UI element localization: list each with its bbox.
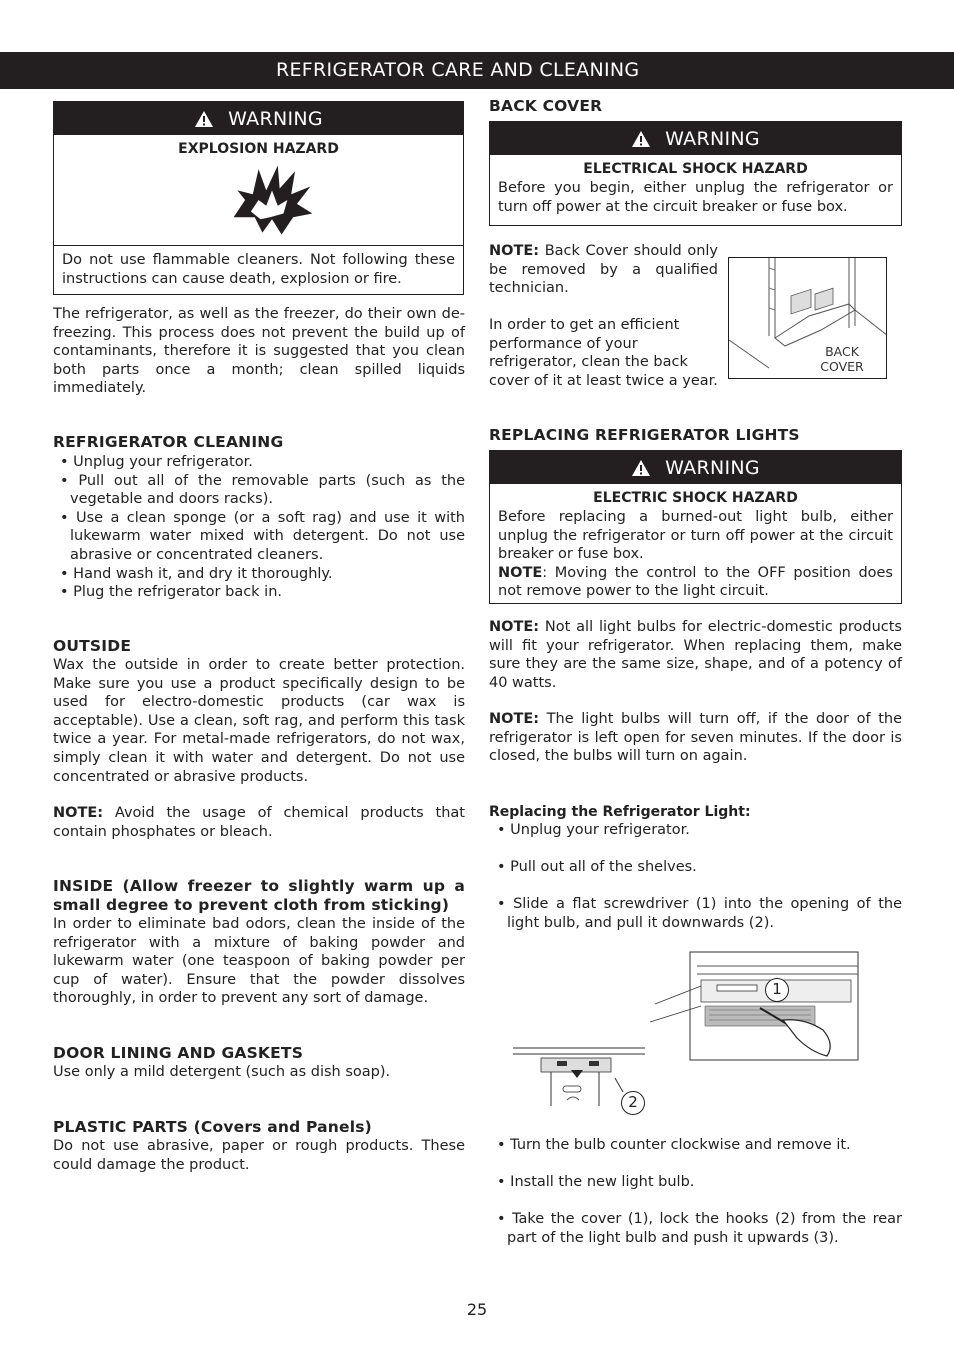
back-cover-text: In order to get an efficient performance of your refrigerator, clean the back cover of it at least twice a year. bbox=[489, 317, 718, 389]
warning-label: WARNING bbox=[665, 127, 760, 150]
list-item: • Take the cover (1), lock the hooks (2) from the rear part of the light bulb and push it upwards (3). bbox=[492, 1210, 902, 1247]
intro-paragraph: The refrigerator, as well as the freezer, do their own de-freezing. This process does not prevent the build up of contaminants, therefore it is suggested that you clean both parts once a month; clean spilled liquids immediately. bbox=[53, 306, 465, 397]
list-item: • Install the new light bulb. bbox=[492, 1173, 902, 1192]
list-item: • Plug the refrigerator back in. bbox=[55, 583, 465, 602]
note-text: The light bulbs will turn off, if the door of the refrigerator is left open for seven minutes. If the door is closed, the bulbs will turn on again. bbox=[489, 711, 902, 765]
plastic-parts-text: Do not use abrasive, paper or rough products. These could damage the product. bbox=[53, 1138, 465, 1173]
outside-text: Wax the outside in order to create better protection. Make sure you use a product specifically design to be used for electro-domestic products (car wax is acceptable). Use a clean, soft rag, and perform this task twice a year. For metal-made refrigerators, do not wax, simply clean it with water and detergent. Do not use concentrated or abrasive products. bbox=[53, 657, 465, 785]
warning-header bbox=[54, 102, 463, 135]
light-replacement-illustration bbox=[505, 948, 865, 1113]
inside-heading: INSIDE (Allow freezer to slightly warm up a small degree to prevent cloth from sticking) bbox=[53, 877, 465, 914]
list-item: • Slide a flat screwdriver (1) into the opening of the light bulb, and pull it downwards (2). bbox=[492, 895, 902, 932]
note-text: Not all light bulbs for electric-domestic products will fit your refrigerator. When replacing them, make sure they are the same size, shape, and of a potency of 40 watts. bbox=[489, 619, 902, 691]
list-item: • Unplug your refrigerator. bbox=[55, 453, 465, 472]
explosion-warning-text: Do not use flammable cleaners. Not following these instructions can cause death, explosion or fire. bbox=[62, 252, 455, 287]
list-item: • Pull out all of the shelves. bbox=[492, 858, 902, 877]
back-cover-heading: BACK COVER bbox=[489, 97, 603, 115]
warning-triangle-icon bbox=[631, 459, 651, 477]
note-text: Avoid the usage of chemical products that contain phosphates or bleach. bbox=[53, 805, 465, 840]
door-lining-text: Use only a mild detergent (such as dish soap). bbox=[53, 1064, 391, 1080]
list-item: • Pull out all of the removable parts (such as the vegetable and doors racks). bbox=[55, 472, 465, 509]
lights-note-1 bbox=[489, 618, 902, 692]
note-text: Back Cover should only be removed by a qualified technician. bbox=[489, 243, 718, 297]
back-cover-label: BACK COVER bbox=[820, 344, 864, 374]
lights-warning-box bbox=[489, 450, 902, 604]
page-title: REFRIGERATOR CARE AND CLEANING bbox=[276, 59, 640, 81]
outside-note bbox=[53, 804, 465, 841]
door-lining-heading: DOOR LINING AND GASKETS bbox=[53, 1044, 304, 1062]
warning-label: WARNING bbox=[665, 456, 760, 479]
electrical-shock-hazard-title: ELECTRICAL SHOCK HAZARD bbox=[583, 161, 808, 177]
light-steps-list-b bbox=[492, 1136, 902, 1248]
list-item: • Unplug your refrigerator. bbox=[492, 821, 902, 840]
warning-triangle-icon bbox=[631, 130, 651, 148]
outside-heading: OUTSIDE bbox=[53, 637, 132, 655]
note-label: NOTE: bbox=[489, 243, 540, 259]
note-label: NOTE bbox=[498, 564, 543, 581]
explosion-hazard-title: EXPLOSION HAZARD bbox=[178, 141, 339, 157]
warning-label: WARNING bbox=[228, 107, 323, 130]
replacing-lights-heading: REPLACING REFRIGERATOR LIGHTS bbox=[489, 426, 800, 444]
note-label: NOTE: bbox=[489, 711, 540, 727]
warning-triangle-icon bbox=[194, 110, 214, 128]
list-item: • Turn the bulb counter clockwise and remove it. bbox=[492, 1136, 902, 1155]
refrigerator-cleaning-heading: REFRIGERATOR CLEANING bbox=[53, 433, 284, 451]
note-label: NOTE: bbox=[53, 805, 104, 821]
note-label: NOTE: bbox=[489, 619, 540, 635]
note-text: : Moving the control to the OFF position does not remove power to the light circuit. bbox=[498, 564, 893, 599]
callout-2: 2 bbox=[621, 1091, 645, 1115]
page-title-banner bbox=[0, 52, 954, 89]
callout-1: 1 bbox=[765, 978, 789, 1002]
warning-header bbox=[490, 122, 901, 155]
plastic-parts-heading: PLASTIC PARTS (Covers and Panels) bbox=[53, 1118, 372, 1136]
back-cover-image bbox=[728, 257, 887, 379]
explosion-warning-box bbox=[53, 101, 464, 295]
electric-shock-hazard-title: ELECTRIC SHOCK HAZARD bbox=[593, 490, 798, 506]
explosion-icon bbox=[224, 160, 320, 240]
inside-text: In order to eliminate bad odors, clean the inside of the refrigerator with a mixture of baking powder and lukewarm water (one teaspoon of baking powder per cup of water). Ensure that the powder dissolves thoroughly, in order to prevent any sort of damage. bbox=[53, 916, 465, 1007]
light-diagram bbox=[505, 948, 865, 1113]
back-cover-warning-box bbox=[489, 121, 902, 226]
refrigerator-cleaning-list bbox=[55, 453, 465, 602]
warning-header bbox=[490, 451, 901, 484]
replacing-light-steps-heading: Replacing the Refrigerator Light: bbox=[489, 804, 751, 820]
list-item: • Use a clean sponge (or a soft rag) and use it with lukewarm water mixed with detergent. Do not use abrasive or concentrated cleaners. bbox=[55, 509, 465, 565]
back-cover-note bbox=[489, 242, 718, 298]
light-steps-list-a bbox=[492, 821, 902, 933]
lights-hazard-text: Before replacing a burned-out light bulb, either unplug the refrigerator or turn off power at the circuit breaker or fuse box. NOTE: Moving the control to the OFF position does not remove power to the light circuit. bbox=[498, 509, 893, 599]
lights-note-2 bbox=[489, 710, 902, 766]
list-item: • Hand wash it, and dry it thoroughly. bbox=[55, 565, 465, 584]
page-number: 25 bbox=[466, 1300, 488, 1319]
back-cover-hazard-text: Before you begin, either unplug the refrigerator or turn off power at the circuit breaker or fuse box. bbox=[498, 180, 893, 215]
